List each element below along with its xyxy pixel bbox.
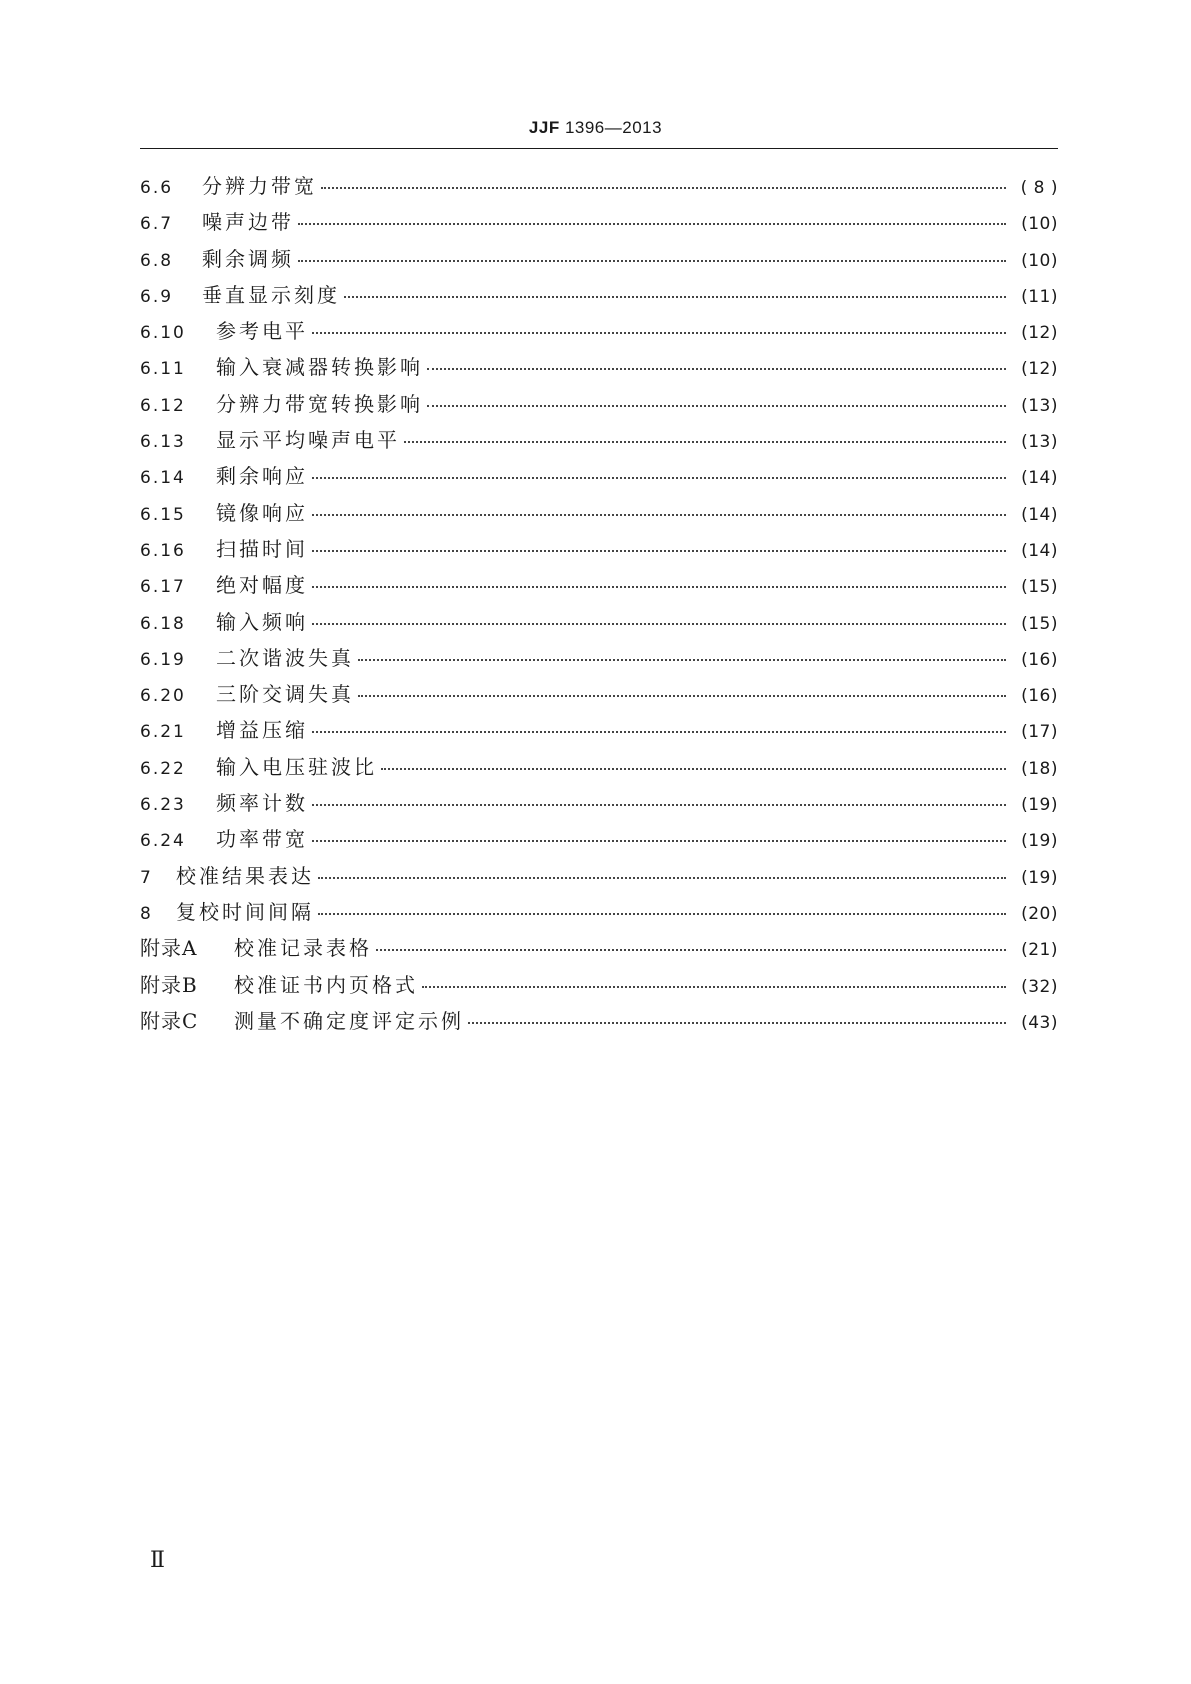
toc-entry-title: 频率计数 <box>216 791 308 816</box>
toc-entry[interactable] <box>140 352 1058 388</box>
toc-entry-page: (21) <box>1021 940 1058 961</box>
toc-entry-number: 6.14 <box>140 468 186 489</box>
dot-leader <box>312 711 1006 733</box>
toc-entry[interactable] <box>140 498 1058 534</box>
toc-entry-number: 6.13 <box>140 432 186 453</box>
toc-entry-title: 功率带宽 <box>216 827 308 852</box>
toc-entry-page: (16) <box>1021 649 1058 670</box>
dot-leader <box>318 857 1006 879</box>
toc-entry-title: 校准结果表达 <box>176 863 314 888</box>
toc-entry-page: (14) <box>1021 504 1058 525</box>
toc-entry-number: 6.12 <box>140 395 186 416</box>
dot-leader <box>344 276 1006 298</box>
dot-leader <box>318 893 1006 915</box>
toc-entry-page: (32) <box>1021 976 1058 997</box>
toc-entry[interactable] <box>140 715 1058 751</box>
dot-leader <box>358 639 1006 661</box>
toc-entry[interactable] <box>140 280 1058 316</box>
dot-leader <box>312 530 1006 552</box>
dot-leader <box>298 203 1006 225</box>
toc-entry-number: 7 <box>140 867 153 888</box>
toc-entry-title: 复校时间间隔 <box>176 899 314 924</box>
toc-entry[interactable] <box>140 788 1058 824</box>
toc-entry-number: 6.20 <box>140 686 186 707</box>
toc-entry-page: (20) <box>1021 903 1058 924</box>
toc-entry-page: (10) <box>1021 250 1058 271</box>
toc-entry[interactable] <box>140 897 1058 933</box>
dot-leader <box>404 421 1006 443</box>
toc-entry-number: 6.18 <box>140 613 186 634</box>
toc-entry-title: 校准记录表格 <box>234 936 372 961</box>
toc-entry-page: (19) <box>1021 831 1058 852</box>
toc-entry-number: 附录B <box>140 972 198 997</box>
toc-entry-number: 6.17 <box>140 577 186 598</box>
toc-entry-title: 输入频响 <box>216 609 308 634</box>
toc-entry-title: 剩余调频 <box>202 246 294 271</box>
toc-entry-page: (12) <box>1021 359 1058 380</box>
toc-entry[interactable] <box>140 244 1058 280</box>
toc-entry-title: 参考电平 <box>216 319 308 344</box>
toc-entry-number: 6.24 <box>140 831 186 852</box>
toc-entry-title: 二次谐波失真 <box>216 645 354 670</box>
dot-leader <box>376 929 1006 951</box>
toc-entry-number: 6.23 <box>140 795 186 816</box>
running-header <box>0 118 1191 138</box>
toc-entry-page: (13) <box>1021 432 1058 453</box>
toc-entry-title: 三阶交调失真 <box>216 682 354 707</box>
toc-entry-page: (11) <box>1021 286 1058 307</box>
header-rule <box>140 148 1058 149</box>
toc-entry-number: 6.11 <box>140 359 186 380</box>
toc-entry-title: 测量不确定度评定示例 <box>234 1008 464 1033</box>
toc-entry-number: 6.22 <box>140 758 186 779</box>
dot-leader <box>381 748 1006 770</box>
toc-entry-page: (13) <box>1021 395 1058 416</box>
toc-entry-title: 分辨力带宽转换影响 <box>216 391 423 416</box>
toc-entry[interactable] <box>140 570 1058 606</box>
toc-entry[interactable] <box>140 970 1058 1006</box>
toc-entry[interactable] <box>140 316 1058 352</box>
toc-entry-title: 分辨力带宽 <box>202 174 317 198</box>
toc-entry-number: 8 <box>140 903 153 924</box>
toc-entry-number: 6.19 <box>140 649 186 670</box>
dot-leader <box>312 603 1006 625</box>
toc-entry-page: (43) <box>1021 1012 1058 1033</box>
toc-entry-number: 6.16 <box>140 540 186 561</box>
toc-entry-page: (14) <box>1021 540 1058 561</box>
toc-entry-page: (15) <box>1021 577 1058 598</box>
toc-entry[interactable] <box>140 207 1058 243</box>
toc-entry-title: 输入衰减器转换影响 <box>216 355 423 380</box>
table-of-contents <box>140 171 1058 1042</box>
toc-entry[interactable] <box>140 933 1058 969</box>
dot-leader <box>298 240 1006 262</box>
toc-entry-page: (12) <box>1021 323 1058 344</box>
toc-entry[interactable] <box>140 861 1058 897</box>
toc-entry[interactable] <box>140 534 1058 570</box>
toc-entry-number: 6.15 <box>140 504 186 525</box>
toc-entry-title: 噪声边带 <box>202 210 294 235</box>
page-folio: Ⅱ <box>150 1548 165 1573</box>
dot-leader <box>427 385 1006 407</box>
toc-entry[interactable] <box>140 461 1058 497</box>
toc-entry-page: (19) <box>1021 867 1058 888</box>
toc-entry[interactable] <box>140 643 1058 679</box>
toc-entry[interactable] <box>140 824 1058 860</box>
toc-entry-page: (15) <box>1021 613 1058 634</box>
toc-entry[interactable] <box>140 1006 1058 1042</box>
toc-entry-page: (16) <box>1021 686 1058 707</box>
dot-leader <box>358 675 1006 697</box>
toc-entry[interactable] <box>140 389 1058 425</box>
toc-entry-title: 剩余响应 <box>216 464 308 489</box>
dot-leader <box>312 494 1006 516</box>
dot-leader <box>468 1002 1006 1024</box>
toc-entry-number: 6.8 <box>140 250 174 271</box>
dot-leader <box>312 457 1006 479</box>
toc-entry-number: 6.9 <box>140 286 174 307</box>
toc-entry-title: 增益压缩 <box>216 718 308 743</box>
standard-code-number: 1396—2013 <box>564 118 663 137</box>
toc-entry[interactable] <box>140 171 1058 207</box>
toc-entry[interactable] <box>140 752 1058 788</box>
toc-entry-number: 6.10 <box>140 323 186 344</box>
toc-entry-title: 镜像响应 <box>216 500 308 525</box>
toc-entry[interactable] <box>140 607 1058 643</box>
dot-leader <box>321 167 1006 189</box>
toc-entry-title: 显示平均噪声电平 <box>216 428 400 453</box>
toc-entry-page: (19) <box>1021 795 1058 816</box>
toc-entry-page: (18) <box>1021 758 1058 779</box>
toc-entry-title: 扫描时间 <box>216 536 308 561</box>
toc-entry[interactable] <box>140 679 1058 715</box>
toc-entry-number: 附录C <box>140 1008 199 1033</box>
toc-entry-page: ( 8 ) <box>1020 178 1058 198</box>
toc-entry-title: 绝对幅度 <box>216 573 308 598</box>
toc-entry-title: 垂直显示刻度 <box>202 282 340 307</box>
dot-leader <box>422 966 1006 988</box>
dot-leader <box>312 566 1006 588</box>
toc-entry-page: (17) <box>1021 722 1058 743</box>
toc-entry[interactable] <box>140 425 1058 461</box>
toc-entry-title: 输入电压驻波比 <box>216 754 377 779</box>
toc-entry-page: (10) <box>1021 214 1058 235</box>
dot-leader <box>312 312 1006 334</box>
toc-entry-title: 校准证书内页格式 <box>234 972 418 997</box>
dot-leader <box>312 784 1006 806</box>
toc-entry-number: 附录A <box>140 936 198 961</box>
dot-leader <box>312 820 1006 842</box>
toc-entry-number: 6.6 <box>140 178 174 198</box>
toc-entry-page: (14) <box>1021 468 1058 489</box>
toc-entry-number: 6.7 <box>140 214 174 235</box>
standard-code-prefix: JJF <box>528 118 560 137</box>
toc-entry-number: 6.21 <box>140 722 186 743</box>
dot-leader <box>427 348 1006 370</box>
